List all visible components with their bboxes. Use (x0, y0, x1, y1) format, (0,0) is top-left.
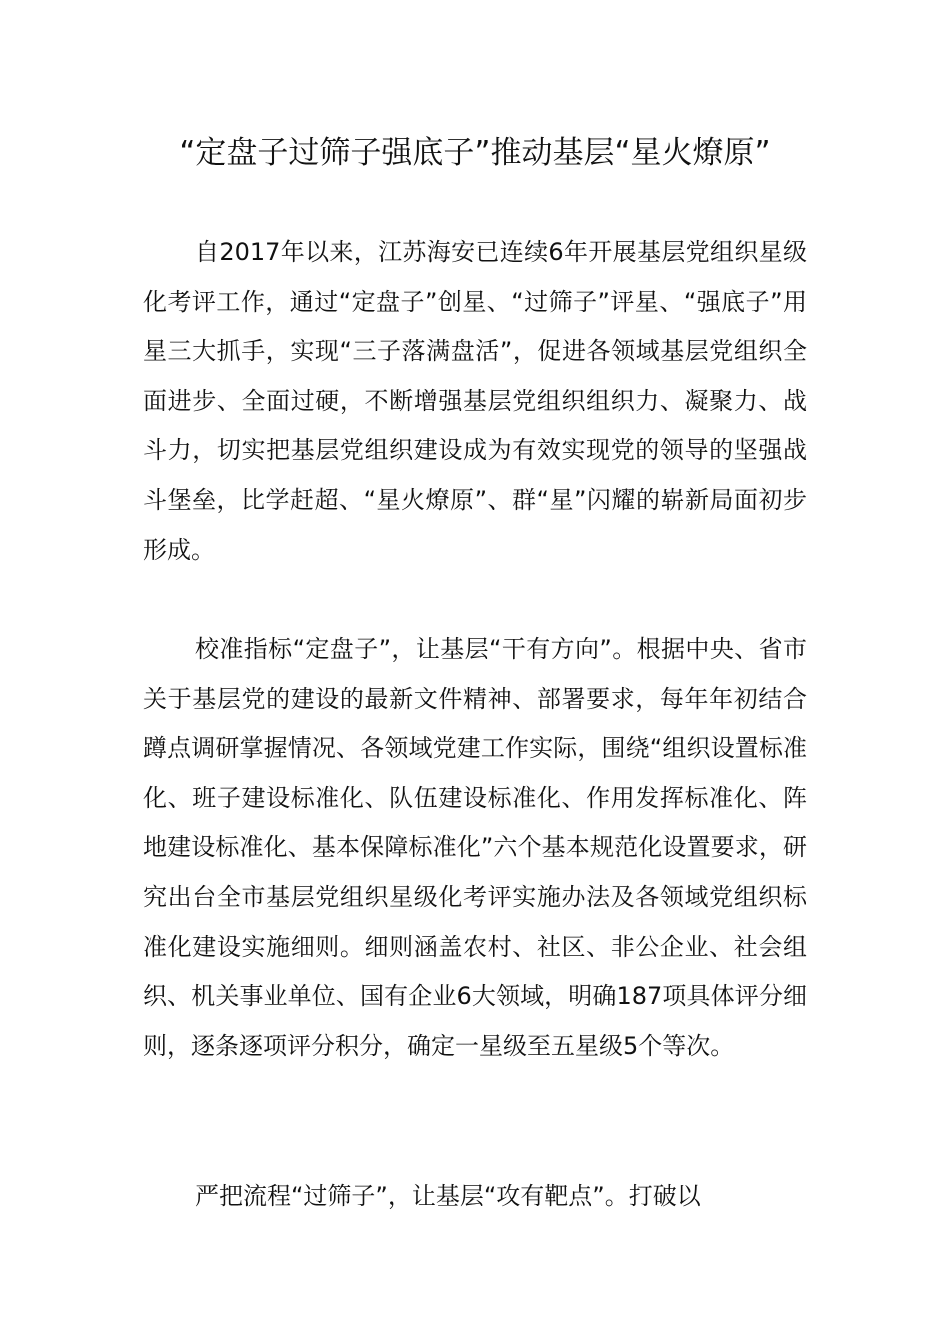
paragraph-calibrate-indicators: 校准指标“定盘子”，让基层“干有方向”。根据中央、省市关于基层党的建设的最新文件精神、部署要求，每年年初结合蹲点调研掌握情况、各领域党建工作实际，围绕“组织设置标准化、班子建设标准化、队伍建设标准化、作用发挥标准化、阵地建设标准化、基本保障标准化”六个基本规范化设置要求，研究出台全市基层党组织星级化考评实施办法及各领域党组织标准化建设实施细则。细则涵盖农村、社区、非公企业、社会组织、机关事业单位、国有企业6大领域，明确187项具体评分细则，逐条逐项评分积分，确定一星级至五星级5个等次。 (143, 635, 807, 1060)
paragraph-strict-process: 严把流程“过筛子”，让基层“攻有靶点”。打破以 (195, 1182, 701, 1210)
paragraph-intro: 自2017年以来，江苏海安已连续6年开展基层党组织星级化考评工作，通过“定盘子”创星、“过筛子”评星、“强底子”用星三大抓手，实现“三子落满盘活”，促进各领域基层党组织全面进步、全面过硬，不断增强基层党组织组织力、凝聚力、战斗力，切实把基层党组织建设成为有效实现党的领导的坚强战斗堡垒，比学赶超、“星火燎原”、群“星”闪耀的崭新局面初步形成。 (143, 238, 807, 564)
document-title: “定盘子过筛子强底子”推动基层“星火燎原” (179, 135, 771, 171)
